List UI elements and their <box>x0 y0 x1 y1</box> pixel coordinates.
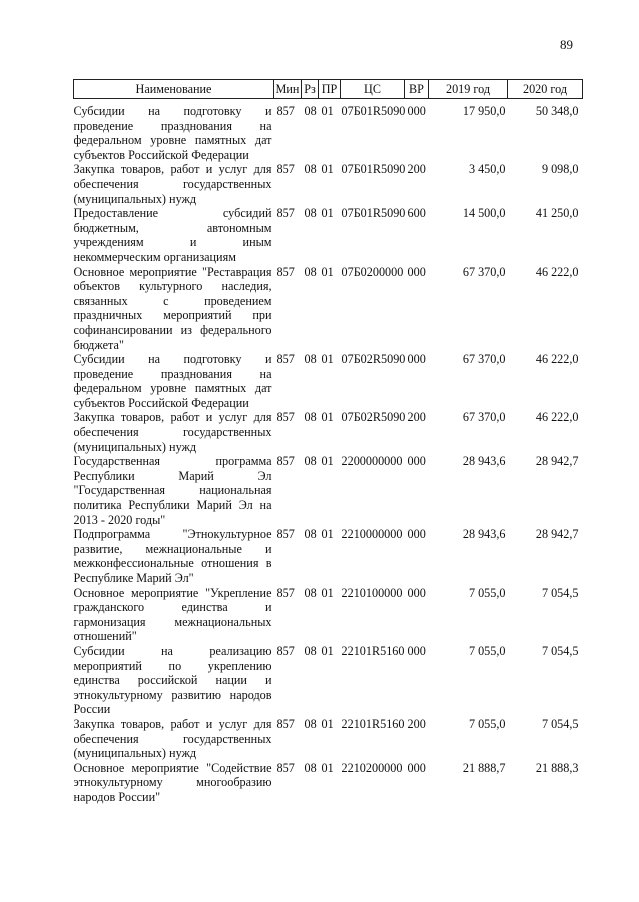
cell-2019: 21 888,7 <box>462 760 506 775</box>
cell-name: Подпрограмма "Этнокультурное развитие, межнациональные и межконфессиональные отношения в Республике Марий Эл" <box>73 527 272 585</box>
cell-pr: 01 <box>321 352 334 367</box>
table-row <box>74 162 583 206</box>
cell-vr: 000 <box>407 264 426 279</box>
cell-pr: 01 <box>321 454 334 469</box>
cell-pr: 01 <box>321 410 334 425</box>
cell-cs: 2200000000 <box>341 454 403 469</box>
table-row <box>74 206 583 264</box>
cell-rz: 08 <box>304 162 317 177</box>
cell-2020: 41 250,0 <box>535 206 579 221</box>
cell-cs: 2210200000 <box>341 760 403 775</box>
cell-pr: 01 <box>321 527 334 542</box>
cell-2019: 28 943,6 <box>462 454 506 469</box>
cell-min: 857 <box>276 760 295 775</box>
cell-rz: 08 <box>304 264 317 279</box>
table-row <box>74 454 583 527</box>
cell-rz: 08 <box>304 643 317 658</box>
table-row <box>74 410 583 454</box>
header-rz: Рз <box>302 80 319 99</box>
cell-vr: 200 <box>407 410 426 425</box>
cell-cs: 2210100000 <box>341 585 403 600</box>
cell-name: Основное мероприятие "Реставрация объектов культурного наследия, связанных с проведением праздничных мероприятий при софинансировании из федерального бюджета" <box>73 264 272 352</box>
cell-name: Закупка товаров, работ и услуг для обеспечения государственных (муниципальных) нужд <box>73 716 272 761</box>
cell-2020: 21 888,3 <box>535 760 579 775</box>
cell-rz: 08 <box>304 454 317 469</box>
cell-min: 857 <box>276 454 295 469</box>
table-row <box>74 527 583 585</box>
cell-name: Предоставление субсидий бюджетным, автономным учреждениям и иным некоммерческим организациям <box>73 206 272 264</box>
cell-rz: 08 <box>304 527 317 542</box>
cell-2020: 28 942,7 <box>535 527 579 542</box>
header-name: Наименование <box>74 80 274 99</box>
cell-pr: 01 <box>321 162 334 177</box>
cell-rz: 08 <box>304 206 317 221</box>
cell-rz: 08 <box>304 585 317 600</box>
cell-vr: 000 <box>407 585 426 600</box>
cell-2019: 14 500,0 <box>462 206 506 221</box>
header-min: Мин <box>274 80 302 99</box>
cell-min: 857 <box>276 162 295 177</box>
cell-pr: 01 <box>321 643 334 658</box>
cell-2020: 7 054,5 <box>541 643 579 658</box>
header-vr: ВР <box>405 80 429 99</box>
cell-cs: 22101R5160 <box>341 716 405 731</box>
cell-vr: 000 <box>407 643 426 658</box>
cell-pr: 01 <box>321 716 334 731</box>
cell-2019: 7 055,0 <box>468 643 506 658</box>
cell-2020: 28 942,7 <box>535 454 579 469</box>
cell-rz: 08 <box>304 410 317 425</box>
cell-2020: 9 098,0 <box>541 162 579 177</box>
header-2019: 2019 год <box>429 80 508 99</box>
cell-vr: 000 <box>407 352 426 367</box>
cell-pr: 01 <box>321 760 334 775</box>
cell-vr: 000 <box>407 527 426 542</box>
cell-min: 857 <box>276 206 295 221</box>
cell-2020: 50 348,0 <box>535 104 579 118</box>
table-row <box>74 352 583 410</box>
table-row <box>74 265 583 353</box>
budget-table <box>73 79 583 805</box>
cell-name: Основное мероприятие "Укрепление гражданского единства и гармонизация межнациональных отношений" <box>73 585 272 644</box>
cell-name: Субсидии на реализацию мероприятий по укреплению единства российской нации и этнокультурному развитию народов России <box>73 643 272 717</box>
cell-min: 857 <box>276 104 295 118</box>
cell-2019: 67 370,0 <box>462 410 506 425</box>
cell-name: Субсидии на подготовку и проведение празднования на федеральном уровне памятных дат субъектов Российской Федерации <box>73 104 272 162</box>
cell-name: Субсидии на подготовку и проведение празднования на федеральном уровне памятных дат субъектов Российской Федерации <box>73 352 272 410</box>
table-row <box>74 761 583 805</box>
cell-min: 857 <box>276 585 295 600</box>
cell-2019: 3 450,0 <box>468 162 506 177</box>
cell-rz: 08 <box>304 352 317 367</box>
cell-name: Закупка товаров, работ и услуг для обеспечения государственных (муниципальных) нужд <box>73 410 272 454</box>
cell-cs: 22101R5160 <box>341 643 405 658</box>
cell-min: 857 <box>276 410 295 425</box>
cell-name: Государственная программа Республики Марий Эл "Государственная национальная политика Республики Марий Эл на 2013 - 2020 годы" <box>73 454 272 527</box>
header-2020: 2020 год <box>508 80 583 99</box>
table-row <box>74 644 583 717</box>
cell-2020: 46 222,0 <box>535 264 579 279</box>
table-header <box>74 80 583 99</box>
cell-min: 857 <box>276 352 295 367</box>
cell-cs: 07Б01R5090 <box>341 104 406 118</box>
cell-2019: 7 055,0 <box>468 716 506 731</box>
header-cs: ЦС <box>341 80 405 99</box>
cell-min: 857 <box>276 264 295 279</box>
cell-vr: 000 <box>407 104 426 118</box>
cell-2020: 7 054,5 <box>541 716 579 731</box>
cell-name: Закупка товаров, работ и услуг для обеспечения государственных (муниципальных) нужд <box>73 162 272 206</box>
cell-2020: 46 222,0 <box>535 410 579 425</box>
cell-2019: 67 370,0 <box>462 264 506 279</box>
cell-2019: 67 370,0 <box>462 352 506 367</box>
cell-2020: 46 222,0 <box>535 352 579 367</box>
cell-cs: 07Б01R5090 <box>341 206 406 221</box>
header-row <box>74 80 583 99</box>
cell-vr: 000 <box>407 454 426 469</box>
cell-pr: 01 <box>321 585 334 600</box>
cell-2019: 17 950,0 <box>462 104 506 118</box>
cell-cs: 07Б0200000 <box>341 264 404 279</box>
cell-min: 857 <box>276 527 295 542</box>
table-row <box>74 586 583 644</box>
cell-cs: 07Б01R5090 <box>341 162 406 177</box>
cell-rz: 08 <box>304 760 317 775</box>
cell-vr: 000 <box>407 760 426 775</box>
cell-rz: 08 <box>304 104 317 118</box>
page-number: 89 <box>560 37 573 52</box>
cell-cs: 07Б02R5090 <box>341 410 406 425</box>
cell-2020: 7 054,5 <box>541 585 579 600</box>
cell-vr: 200 <box>407 162 426 177</box>
cell-cs: 2210000000 <box>341 527 403 542</box>
cell-name: Основное мероприятие "Содействие этнокультурному многообразию народов России" <box>73 760 272 804</box>
table-body <box>74 99 583 805</box>
cell-min: 857 <box>276 716 295 731</box>
cell-pr: 01 <box>321 206 334 221</box>
header-pr: ПР <box>319 80 341 99</box>
table-row <box>74 99 583 163</box>
cell-pr: 01 <box>321 264 334 279</box>
cell-pr: 01 <box>321 104 334 118</box>
cell-vr: 200 <box>407 716 426 731</box>
cell-2019: 28 943,6 <box>462 527 506 542</box>
cell-2019: 7 055,0 <box>468 585 506 600</box>
cell-vr: 600 <box>407 206 426 221</box>
cell-rz: 08 <box>304 716 317 731</box>
table-row <box>74 717 583 761</box>
cell-cs: 07Б02R5090 <box>341 352 406 367</box>
cell-min: 857 <box>276 643 295 658</box>
